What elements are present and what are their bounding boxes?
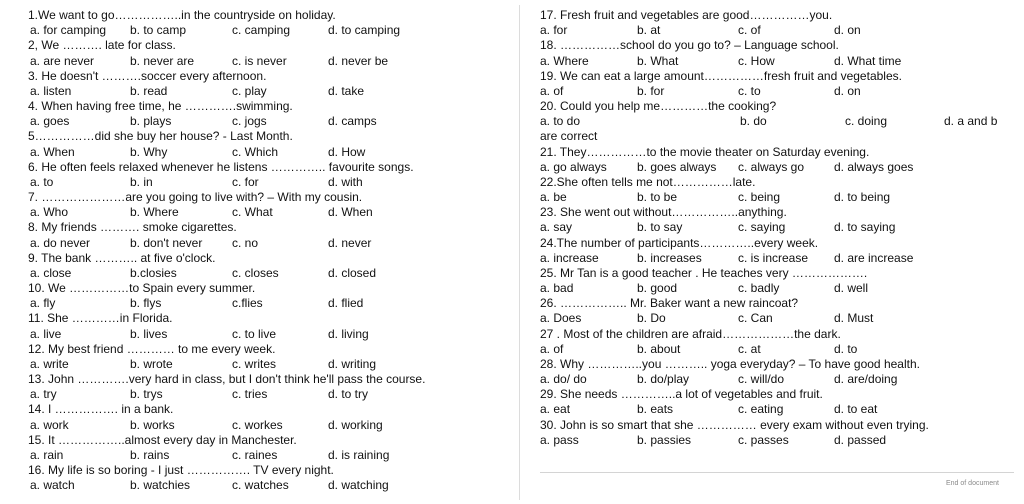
answer-option: b. increases [637, 250, 702, 265]
answer-option: a. Where [540, 53, 589, 68]
answer-option: d. working [328, 417, 383, 432]
answer-option: b. in [130, 174, 153, 189]
question-text: 16. My life is so boring - I just ……………. TV every night. [28, 463, 334, 478]
question-text: 10. We ……………to Spain every summer. [28, 281, 256, 296]
answer-option: a. fly [30, 296, 56, 311]
answer-option: a. be [540, 190, 567, 204]
answer-option: a. do/ do [540, 372, 587, 387]
answer-option: a. to do [540, 114, 581, 129]
answer-option: c. at [738, 341, 761, 356]
answer-option: b. Why [130, 144, 168, 159]
footer-rule [540, 472, 1014, 473]
answer-option: a. are never [30, 53, 95, 68]
answer-option: d. never [328, 235, 372, 250]
answer-option: b. passies [637, 432, 692, 447]
answer-option: c. writes [232, 356, 277, 371]
answer-option: b. plays [130, 114, 172, 129]
answer-option: a. watch [30, 478, 75, 493]
answer-option: b. lives [130, 326, 168, 341]
answer-option: b. read [130, 83, 168, 98]
answer-option: a. bad [540, 281, 574, 296]
answer-option: a. for [540, 23, 568, 38]
answer-option: a. When [30, 144, 75, 159]
answer-option: c. Can [738, 311, 773, 326]
answer-option: b. for [637, 83, 665, 98]
answer-option: b. Do [637, 311, 666, 326]
answer-option: d. to eat [834, 402, 878, 417]
answer-option: d. a and b [944, 114, 998, 129]
answer-option: b. good [637, 281, 678, 296]
question-text: 15. It ……………..almost every day in Manchester. [28, 432, 297, 447]
question-text: 17. Fresh fruit and vegetables are good……………you. [540, 8, 833, 22]
answer-option: a. eat [540, 402, 571, 417]
answer-option: c. closes [232, 265, 279, 280]
question-text: 29. She needs …………..a lot of vegetables and fruit. [540, 387, 823, 402]
answer-option: b. works [130, 417, 175, 432]
answer-option: a. for camping [30, 23, 107, 38]
answer-option: b. watchies [130, 478, 191, 493]
answer-option: d. watching [328, 478, 389, 493]
answer-option: c. workes [232, 417, 283, 432]
question-text: 22.She often tells me not……………late. [540, 174, 756, 189]
answer-option: a. increase [540, 250, 599, 265]
answer-option: d. flied [328, 296, 364, 311]
answer-option: a. close [30, 265, 72, 280]
answer-option: a. live [30, 326, 62, 341]
answer-option: c. eating [738, 402, 784, 417]
answer-option: d. to try [328, 387, 369, 402]
answer-option: c. for [232, 174, 259, 189]
answer-option: a. pass [540, 432, 579, 447]
answer-option: a. goes [30, 114, 70, 129]
answer-option: d. to being [834, 190, 891, 204]
answer-option: c. watches [232, 478, 289, 493]
answer-option: c. tries [232, 387, 268, 402]
answer-option: c. saying [738, 220, 786, 235]
answer-option: a. go always [540, 159, 607, 174]
answer-option: d. closed [328, 265, 377, 280]
column-divider [519, 5, 520, 500]
answer-option: b. do/play [637, 372, 690, 387]
question-text: 21. They……………to the movie theater on Saturday evening. [540, 144, 870, 159]
question-text: 12. My best friend ………… to me every week. [28, 341, 276, 356]
question-text: 5……………did she buy her house? - Last Month. [28, 129, 293, 144]
answer-option: b. wrote [130, 356, 173, 371]
answer-option: b. at [637, 23, 661, 38]
answer-option: c. is increase [738, 250, 809, 265]
answer-option: a. write [30, 356, 69, 371]
answer-option: d. are increase [834, 250, 914, 265]
answer-option: b. Where [130, 205, 179, 220]
answer-option: d. to [834, 341, 858, 356]
answer-option: a. of [540, 83, 564, 98]
question-text: 8. My friends ………. smoke cigarettes. [28, 220, 237, 235]
answer-option: a. rain [30, 447, 64, 462]
answer-option: a. listen [30, 83, 72, 98]
answer-option: d. living [328, 326, 369, 341]
answer-option: d. How [328, 144, 366, 159]
answer-option: c. play [232, 83, 267, 98]
question-text: 18. ……………school do you go to? – Language school. [540, 38, 839, 53]
question-text: 9. The bank ……….. at five o'clock. [28, 250, 216, 265]
answer-option: d. is raining [328, 447, 390, 462]
answer-option: b. trys [130, 387, 163, 402]
answer-option: d. When [328, 205, 373, 220]
answer-option: d. passed [834, 432, 887, 447]
answer-option: b.closies [130, 265, 177, 280]
answer-option: c. raines [232, 447, 278, 462]
question-text: 24.The number of participants…………..every week. [540, 235, 819, 250]
answer-option: c. badly [738, 281, 780, 296]
question-text: 4. When having free time, he ………….swimming. [28, 99, 293, 113]
answer-option: d. on [834, 23, 861, 38]
answer-option: d. always goes [834, 159, 914, 174]
answer-option: c. How [738, 53, 775, 68]
answer-option: c. to [738, 83, 761, 98]
question-text: 6. He often feels relaxed whenever he listens ………….. favourite songs. [28, 159, 414, 174]
answer-option: b. do [740, 114, 767, 129]
answer-option: d. are/doing [834, 372, 898, 387]
question-text: 2, We ………. late for class. [28, 38, 176, 53]
answer-option: d. well [834, 281, 869, 296]
answer-option: d. to saying [834, 220, 896, 235]
answer-option: d. Must [834, 311, 874, 326]
answer-option: a. try [30, 387, 57, 402]
answer-option: d. camps [328, 114, 377, 129]
answer-option: d. take [328, 83, 365, 98]
answer-option: c. no [232, 235, 259, 250]
question-text: 30. John is so smart that she …………… every exam without even trying. [540, 417, 929, 432]
answer-option: c. to live [232, 326, 277, 341]
question-text: 11. She …………in Florida. [28, 311, 173, 326]
answer-option: b. eats [637, 402, 674, 417]
question-text: 28. Why …………..you ……….. yoga everyday? – To have good health. [540, 356, 920, 371]
answer-option: b. to be [637, 190, 678, 204]
answer-option: c. of [738, 23, 761, 38]
question-text: 20. Could you help me…………the cooking? [540, 99, 777, 113]
answer-option: b. about [637, 341, 681, 356]
answer-option: a. to [30, 174, 54, 189]
question-text: 19. We can eat a large amount……………fresh fruit and vegetables. [540, 68, 902, 83]
answer-option: d. What time [834, 53, 902, 68]
answer-option: a. do never [30, 235, 91, 250]
question-text: 27 . Most of the children are afraid………………the dark. [540, 326, 841, 341]
answer-option: d. writing [328, 356, 377, 371]
answer-option: b. goes always [637, 159, 717, 174]
answer-option: b. flys [130, 296, 162, 311]
answer-option: d. never be [328, 53, 389, 68]
answer-option: c. is never [232, 53, 287, 68]
answer-option: a. Who [30, 205, 69, 220]
answer-option: c. jogs [232, 114, 267, 129]
answer-option: b. never are [130, 53, 195, 68]
answer-option: c. What [232, 205, 273, 220]
question-text: 7. …………………are you going to live with? – With my cousin. [28, 190, 363, 204]
question-text: 3. He doesn't ……….soccer every afternoon. [28, 68, 267, 83]
answer-option: c. being [738, 190, 781, 204]
answer-option: a. work [30, 417, 69, 432]
question-text: 13. John ………….very hard in class, but I don't think he'll pass the course. [28, 372, 426, 387]
answer-option: c. passes [738, 432, 789, 447]
question-text: 14. I ……………. in a bank. [28, 402, 174, 417]
answer-option: d. to camping [328, 23, 401, 38]
answer-option: c. camping [232, 23, 291, 38]
answer-option: c. doing [845, 114, 888, 129]
question-text: are correct [540, 129, 598, 144]
answer-option: a. Does [540, 311, 582, 326]
question-text: 25. Mr Tan is a good teacher . He teaches very ………………. [540, 265, 868, 280]
answer-option: c. will/do [738, 372, 785, 387]
answer-option: a. say [540, 220, 573, 235]
answer-option: b. don't never [130, 235, 203, 250]
answer-option: c.flies [232, 296, 263, 311]
answer-option: b. rains [130, 447, 170, 462]
question-text: 1.We want to go……………..in the countryside on holiday. [28, 8, 336, 22]
answer-option: b. to camp [130, 23, 187, 38]
answer-option: a. of [540, 341, 564, 356]
question-text: 23. She went out without……………..anything. [540, 205, 787, 220]
answer-option: d. on [834, 83, 861, 98]
end-of-document-label: End of document [946, 480, 999, 487]
question-text: 26. …………….. Mr. Baker want a new raincoat? [540, 296, 799, 311]
answer-option: c. Which [232, 144, 279, 159]
answer-option: d. with [328, 174, 363, 189]
answer-option: c. always go [738, 159, 805, 174]
answer-option: b. to say [637, 220, 683, 235]
answer-option: b. What [637, 53, 679, 68]
